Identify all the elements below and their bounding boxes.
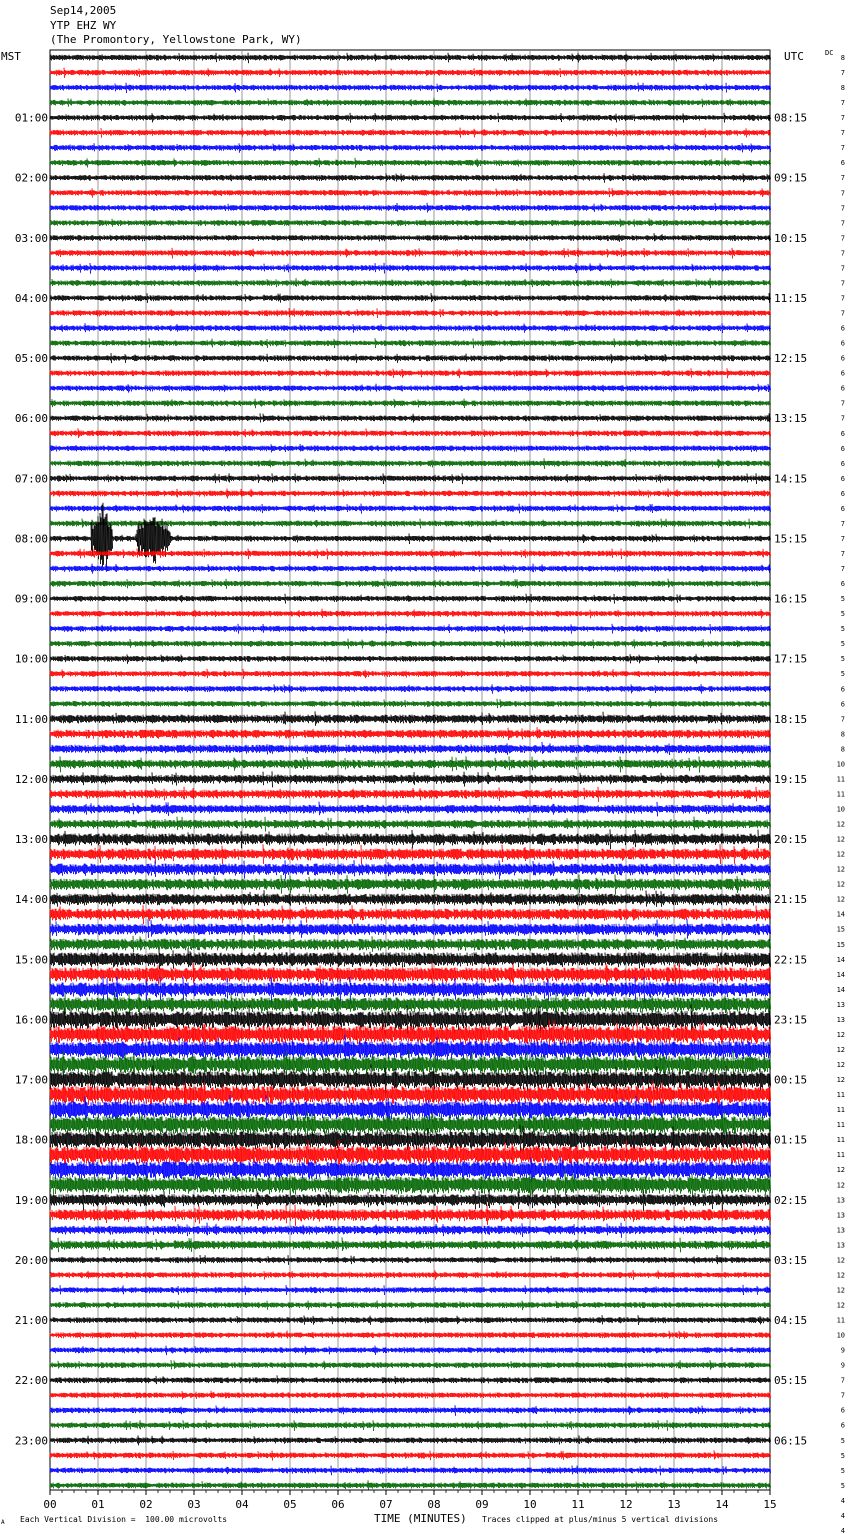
left-time-label: 12:00 — [14, 772, 48, 786]
dc-value-label: 15 — [836, 925, 845, 934]
trace-line — [50, 413, 771, 422]
dc-value-label: 7 — [840, 279, 845, 288]
trace-line — [50, 203, 771, 213]
dc-value-label: 6 — [840, 429, 845, 438]
dc-value-label: 11 — [836, 1106, 845, 1115]
left-time-label: 11:00 — [14, 712, 48, 726]
x-tick-label: 03 — [187, 1498, 201, 1511]
right-time-label: 16:15 — [774, 592, 808, 606]
trace-line — [50, 1255, 771, 1265]
right-time-label: 01:15 — [774, 1133, 808, 1147]
right-time-label: 15:15 — [774, 532, 808, 546]
dc-value-label: 5 — [840, 610, 845, 619]
right-time-label: 23:15 — [774, 1013, 808, 1027]
trace-line — [50, 1331, 771, 1339]
trace-line — [50, 368, 771, 378]
right-time-label: 17:15 — [774, 652, 808, 666]
trace-line — [50, 935, 771, 952]
trace-line — [50, 98, 771, 108]
dc-value-label: 12 — [836, 1271, 845, 1280]
dc-value-label: 10 — [836, 805, 845, 814]
trace-line — [50, 53, 771, 64]
left-time-label: 16:00 — [14, 1013, 48, 1027]
dc-value-label: 4 — [840, 1496, 845, 1505]
trace-line — [50, 83, 771, 93]
location-label: (The Promontory, Yellowstone Park, WY) — [50, 33, 302, 46]
left-time-label: 05:00 — [14, 352, 48, 366]
dc-value-label: 13 — [836, 1000, 845, 1009]
dc-value-label: 5 — [840, 640, 845, 649]
trace-line — [50, 1346, 771, 1356]
dc-value-label: 7 — [840, 189, 845, 198]
dc-value-label: 11 — [836, 790, 845, 799]
trace-line — [50, 669, 771, 679]
dc-value-label: 11 — [836, 1136, 845, 1145]
dc-value-label: 12 — [836, 1181, 845, 1190]
trace-line — [50, 1420, 771, 1431]
dc-value-label: 9 — [840, 1361, 845, 1370]
x-tick-label: 06 — [331, 1498, 345, 1511]
trace-line — [50, 489, 771, 499]
trace-line — [50, 802, 771, 817]
trace-line — [50, 1450, 771, 1460]
dc-value-label: 7 — [840, 249, 845, 258]
dc-value-label: 12 — [836, 1256, 845, 1265]
dc-value-label: 7 — [840, 264, 845, 273]
left-time-label: 21:00 — [14, 1314, 48, 1328]
dc-value-label: 5 — [840, 595, 845, 604]
trace-line — [50, 771, 771, 787]
dc-value-label: 8 — [840, 54, 845, 62]
dc-value-label: 7 — [840, 309, 845, 318]
trace-line — [50, 756, 771, 772]
left-time-label: 09:00 — [14, 592, 48, 606]
x-tick-label: 10 — [523, 1498, 537, 1511]
dc-value-label: 7 — [840, 219, 845, 228]
dc-value-label: 7 — [840, 234, 845, 243]
trace-line — [50, 860, 771, 879]
trace-line — [50, 1205, 771, 1226]
dc-value-label: 7 — [840, 565, 845, 574]
right-time-label: 00:15 — [774, 1073, 808, 1087]
dc-value-label: 11 — [836, 1151, 845, 1160]
right-time-label: 06:15 — [774, 1434, 808, 1448]
dc-column-label: DC — [825, 49, 834, 57]
trace-line — [50, 1190, 771, 1212]
trace-line — [50, 323, 771, 333]
left-time-label: 13:00 — [14, 833, 48, 847]
dc-value-label: 6 — [840, 700, 845, 709]
trace-line — [50, 158, 771, 168]
dc-value-label: 7 — [840, 534, 845, 543]
dc-value-label: 7 — [840, 1391, 845, 1400]
right-time-label: 22:15 — [774, 953, 808, 967]
dc-value-label: 12 — [836, 820, 845, 829]
dc-value-label: 12 — [836, 1301, 845, 1310]
left-time-label: 22:00 — [14, 1374, 48, 1388]
trace-line — [50, 905, 771, 924]
trace-line — [50, 428, 771, 438]
right-time-label: 04:15 — [774, 1314, 808, 1328]
dc-value-label: 8 — [840, 745, 845, 754]
trace-line — [50, 338, 771, 348]
dc-value-label: 5 — [840, 1436, 845, 1445]
left-time-label: 06:00 — [14, 412, 48, 426]
dc-value-label: 7 — [840, 399, 845, 408]
trace-line — [50, 308, 771, 318]
dc-value-label: 12 — [836, 880, 845, 889]
left-time-label: 23:00 — [14, 1434, 48, 1448]
left-time-label: 20:00 — [14, 1253, 48, 1267]
left-time-label: 07:00 — [14, 472, 48, 486]
trace-line — [50, 742, 771, 755]
x-tick-label: 04 — [235, 1498, 249, 1511]
dc-value-label: 15 — [836, 940, 845, 949]
x-axis-label: TIME (MINUTES) — [374, 1512, 467, 1525]
trace-line — [50, 727, 771, 740]
dc-value-label: 13 — [836, 1015, 845, 1024]
dc-value-label: 11 — [836, 1316, 845, 1325]
dc-value-label: 13 — [836, 1196, 845, 1205]
dc-value-label: 6 — [840, 489, 845, 498]
dc-value-label: 12 — [836, 1286, 845, 1295]
dc-value-label: 7 — [840, 294, 845, 303]
trace-line — [50, 444, 771, 453]
trace-line — [50, 384, 771, 393]
x-tick-label: 05 — [283, 1498, 297, 1511]
clip-note: Traces clipped at plus/minus 5 vertical divisions — [482, 1515, 719, 1524]
dc-value-label: 11 — [836, 1091, 845, 1100]
trace-line — [50, 1391, 771, 1400]
dc-value-label: 6 — [840, 474, 845, 483]
x-tick-label: 13 — [667, 1498, 681, 1511]
dc-value-label: 6 — [840, 504, 845, 513]
dc-value-label: 6 — [840, 354, 845, 363]
dc-value-label: 7 — [840, 204, 845, 213]
dc-value-label: 7 — [840, 99, 845, 108]
dc-value-label: 6 — [840, 1406, 845, 1415]
right-time-label: 14:15 — [774, 472, 808, 486]
right-timezone-label: UTC — [784, 50, 804, 63]
trace-line — [50, 711, 771, 725]
trace-line — [50, 113, 771, 123]
trace-line — [50, 787, 771, 802]
dc-value-label: 7 — [840, 114, 845, 123]
trace-line — [50, 1480, 771, 1490]
trace-line — [50, 564, 771, 574]
dc-value-label: 4 — [840, 1511, 845, 1520]
trace-line — [50, 699, 771, 708]
trace-line — [50, 829, 771, 849]
dc-value-label: 14 — [836, 910, 845, 919]
dc-value-label: 12 — [836, 865, 845, 874]
left-time-label: 18:00 — [14, 1133, 48, 1147]
right-time-label: 21:15 — [774, 893, 808, 907]
x-tick-label: 00 — [43, 1498, 57, 1511]
dc-value-label: 6 — [840, 369, 845, 378]
x-tick-label: 15 — [763, 1498, 777, 1511]
trace-line — [50, 1301, 771, 1311]
dc-value-label: 7 — [840, 174, 845, 183]
trace-line — [50, 609, 771, 619]
dc-value-label: 13 — [836, 1211, 845, 1220]
trace-line — [50, 68, 771, 78]
dc-value-label: 7 — [840, 519, 845, 528]
trace-line — [50, 278, 771, 288]
dc-value-label: 6 — [840, 159, 845, 168]
right-time-label: 08:15 — [774, 111, 808, 125]
dc-value-label: 6 — [840, 1421, 845, 1430]
dc-value-label: 7 — [840, 549, 845, 558]
trace-line — [50, 684, 771, 694]
trace-line — [50, 1315, 771, 1325]
x-tick-label: 14 — [715, 1498, 729, 1511]
trace-line — [50, 353, 771, 363]
trace-line — [50, 218, 771, 227]
dc-value-label: 8 — [840, 84, 845, 93]
trace-line — [50, 504, 771, 514]
dc-value-label: 5 — [840, 1466, 845, 1475]
right-time-label: 09:15 — [774, 171, 808, 185]
dc-value-label: 5 — [840, 1451, 845, 1460]
x-tick-label: 11 — [571, 1498, 585, 1511]
dc-value-label: 9 — [840, 1346, 845, 1355]
trace-line — [50, 173, 771, 183]
dc-value-label: 11 — [836, 1121, 845, 1130]
dc-value-label: 6 — [840, 324, 845, 333]
dc-value-label: 5 — [840, 625, 845, 634]
trace-line — [50, 1435, 771, 1445]
dc-value-label: 7 — [840, 144, 845, 153]
left-time-label: 19:00 — [14, 1193, 48, 1207]
right-time-label: 18:15 — [774, 712, 808, 726]
right-time-label: 05:15 — [774, 1374, 808, 1388]
trace-line — [50, 639, 771, 649]
left-time-label: 10:00 — [14, 652, 48, 666]
trace-line — [50, 579, 771, 589]
trace-line — [50, 1405, 771, 1416]
right-time-label: 02:15 — [774, 1193, 808, 1207]
trace-line — [50, 473, 771, 484]
dc-value-label: 6 — [840, 580, 845, 589]
right-time-label: 20:15 — [774, 833, 808, 847]
dc-value-label: 5 — [840, 670, 845, 679]
trace-line — [50, 817, 771, 832]
trace-line — [50, 594, 771, 604]
left-time-label: 14:00 — [14, 893, 48, 907]
dc-value-label: 6 — [840, 339, 845, 348]
date-label: Sep14,2005 — [50, 4, 117, 17]
dc-value-label: 14 — [836, 955, 845, 964]
dc-value-label: 6 — [840, 685, 845, 694]
station-label: YTP EHZ WY — [50, 18, 117, 32]
dc-value-label: 6 — [840, 384, 845, 393]
x-tick-label: 07 — [379, 1498, 393, 1511]
dc-value-label: 7 — [840, 129, 845, 138]
x-tick-label: 12 — [619, 1498, 633, 1511]
dc-value-label: 8 — [840, 730, 845, 739]
trace-line — [50, 233, 771, 242]
dc-value-label: 10 — [836, 1331, 845, 1340]
left-time-label: 08:00 — [14, 532, 48, 546]
dc-value-label: 12 — [836, 1076, 845, 1085]
left-time-label: 17:00 — [14, 1073, 48, 1087]
dc-value-label: 5 — [840, 655, 845, 664]
dc-value-label: 11 — [836, 775, 845, 784]
trace-line — [50, 844, 771, 864]
trace-line — [50, 624, 771, 634]
trace-line — [50, 1466, 771, 1476]
trace-line — [50, 654, 771, 664]
trace-line — [50, 1223, 771, 1238]
trace-line — [50, 890, 771, 907]
x-tick-label: 09 — [475, 1498, 489, 1511]
dc-value-label: 12 — [836, 1045, 845, 1054]
trace-line — [50, 143, 771, 153]
trace-line — [50, 248, 771, 259]
scale-note: Each Vertical Division = 100.00 microvolts — [20, 1515, 228, 1524]
dc-value-label: 12 — [836, 850, 845, 859]
dc-value-label: 7 — [840, 414, 845, 423]
left-time-label: 04:00 — [14, 291, 48, 305]
trace-line — [50, 293, 771, 303]
dc-value-label: 14 — [836, 985, 845, 994]
dc-value-label: 7 — [840, 69, 845, 78]
dc-value-label: 13 — [836, 1226, 845, 1235]
dc-value-label: 5 — [840, 1481, 845, 1490]
trace-line — [50, 1270, 771, 1280]
trace-line — [50, 1360, 771, 1370]
trace-line — [50, 188, 771, 198]
left-time-label: 02:00 — [14, 171, 48, 185]
trace-line — [50, 1237, 771, 1252]
left-time-label: 03:00 — [14, 231, 48, 245]
trace-line — [50, 263, 771, 274]
dc-value-label: 6 — [840, 459, 845, 468]
dc-value-label: 12 — [836, 1166, 845, 1175]
dc-value-label: 12 — [836, 895, 845, 904]
trace-line — [50, 128, 771, 138]
dc-value-label: 12 — [836, 1030, 845, 1039]
trace-line — [50, 1375, 771, 1384]
dc-value-label: 6 — [840, 444, 845, 453]
left-time-label: 01:00 — [14, 111, 48, 125]
right-time-label: 11:15 — [774, 291, 808, 305]
dc-value-label: 12 — [836, 835, 845, 844]
dc-value-label: 14 — [836, 970, 845, 979]
dc-value-label: 4 — [840, 1526, 845, 1534]
right-time-label: 13:15 — [774, 412, 808, 426]
corner-mark: A — [1, 1519, 5, 1526]
trace-line — [50, 399, 771, 409]
dc-value-label: 7 — [840, 1376, 845, 1385]
dc-value-label: 13 — [836, 1241, 845, 1250]
trace-line — [50, 503, 771, 567]
trace-line — [50, 1285, 771, 1295]
right-time-label: 03:15 — [774, 1253, 808, 1267]
left-timezone-label: MST — [1, 50, 21, 63]
x-tick-label: 01 — [91, 1498, 105, 1511]
right-time-label: 19:15 — [774, 772, 808, 786]
dc-value-label: 7 — [840, 715, 845, 724]
right-time-label: 10:15 — [774, 231, 808, 245]
dc-value-label: 12 — [836, 1061, 845, 1070]
right-time-label: 12:15 — [774, 352, 808, 366]
x-tick-label: 02 — [139, 1498, 153, 1511]
trace-line — [50, 919, 771, 938]
dc-value-label: 10 — [836, 760, 845, 769]
left-time-label: 15:00 — [14, 953, 48, 967]
trace-line — [50, 875, 771, 895]
x-tick-label: 08 — [427, 1498, 441, 1511]
trace-line — [50, 458, 771, 469]
